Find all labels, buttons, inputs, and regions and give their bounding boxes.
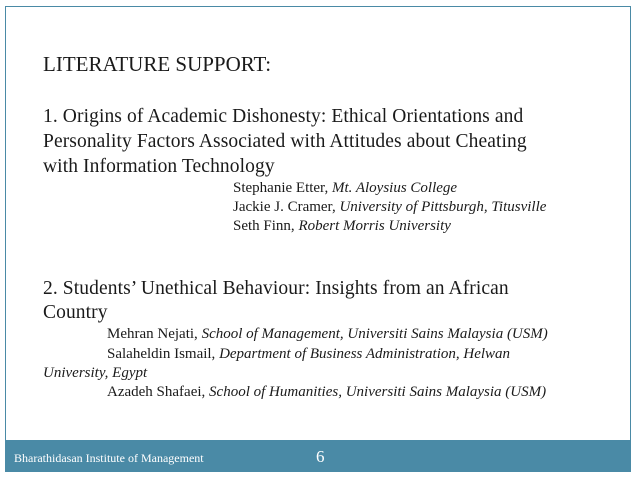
item1-title-line2: Personality Factors Associated with Attitudes about Cheating bbox=[43, 131, 527, 152]
item2-title-line2: Country bbox=[43, 302, 108, 323]
slide-number: 6 bbox=[316, 447, 325, 466]
item1-author: Jackie J. Cramer, University of Pittsburgh, Titusville bbox=[233, 199, 547, 215]
item2-author: Mehran Nejati, School of Management, Universiti Sains Malaysia (USM) bbox=[107, 326, 548, 342]
item1-author: Seth Finn, Robert Morris University bbox=[233, 218, 451, 234]
slide-heading: LITERATURE SUPPORT: bbox=[43, 52, 272, 76]
footer-institute: Bharathidasan Institute of Management bbox=[14, 451, 204, 465]
item1-title-line1: 1. Origins of Academic Dishonesty: Ethical Orientations and bbox=[43, 106, 524, 127]
item2-author-continuation: University, Egypt bbox=[43, 365, 148, 381]
item1-title-line3: with Information Technology bbox=[43, 156, 275, 177]
item2-title-line1: 2. Students’ Unethical Behaviour: Insights from an African bbox=[43, 278, 509, 299]
item2-author: Azadeh Shafaei, School of Humanities, Universiti Sains Malaysia (USM) bbox=[107, 384, 547, 400]
item2-author: Salaheldin Ismail, Department of Business Administration, Helwan bbox=[107, 346, 511, 362]
item1-author: Stephanie Etter, Mt. Aloysius College bbox=[233, 180, 458, 196]
